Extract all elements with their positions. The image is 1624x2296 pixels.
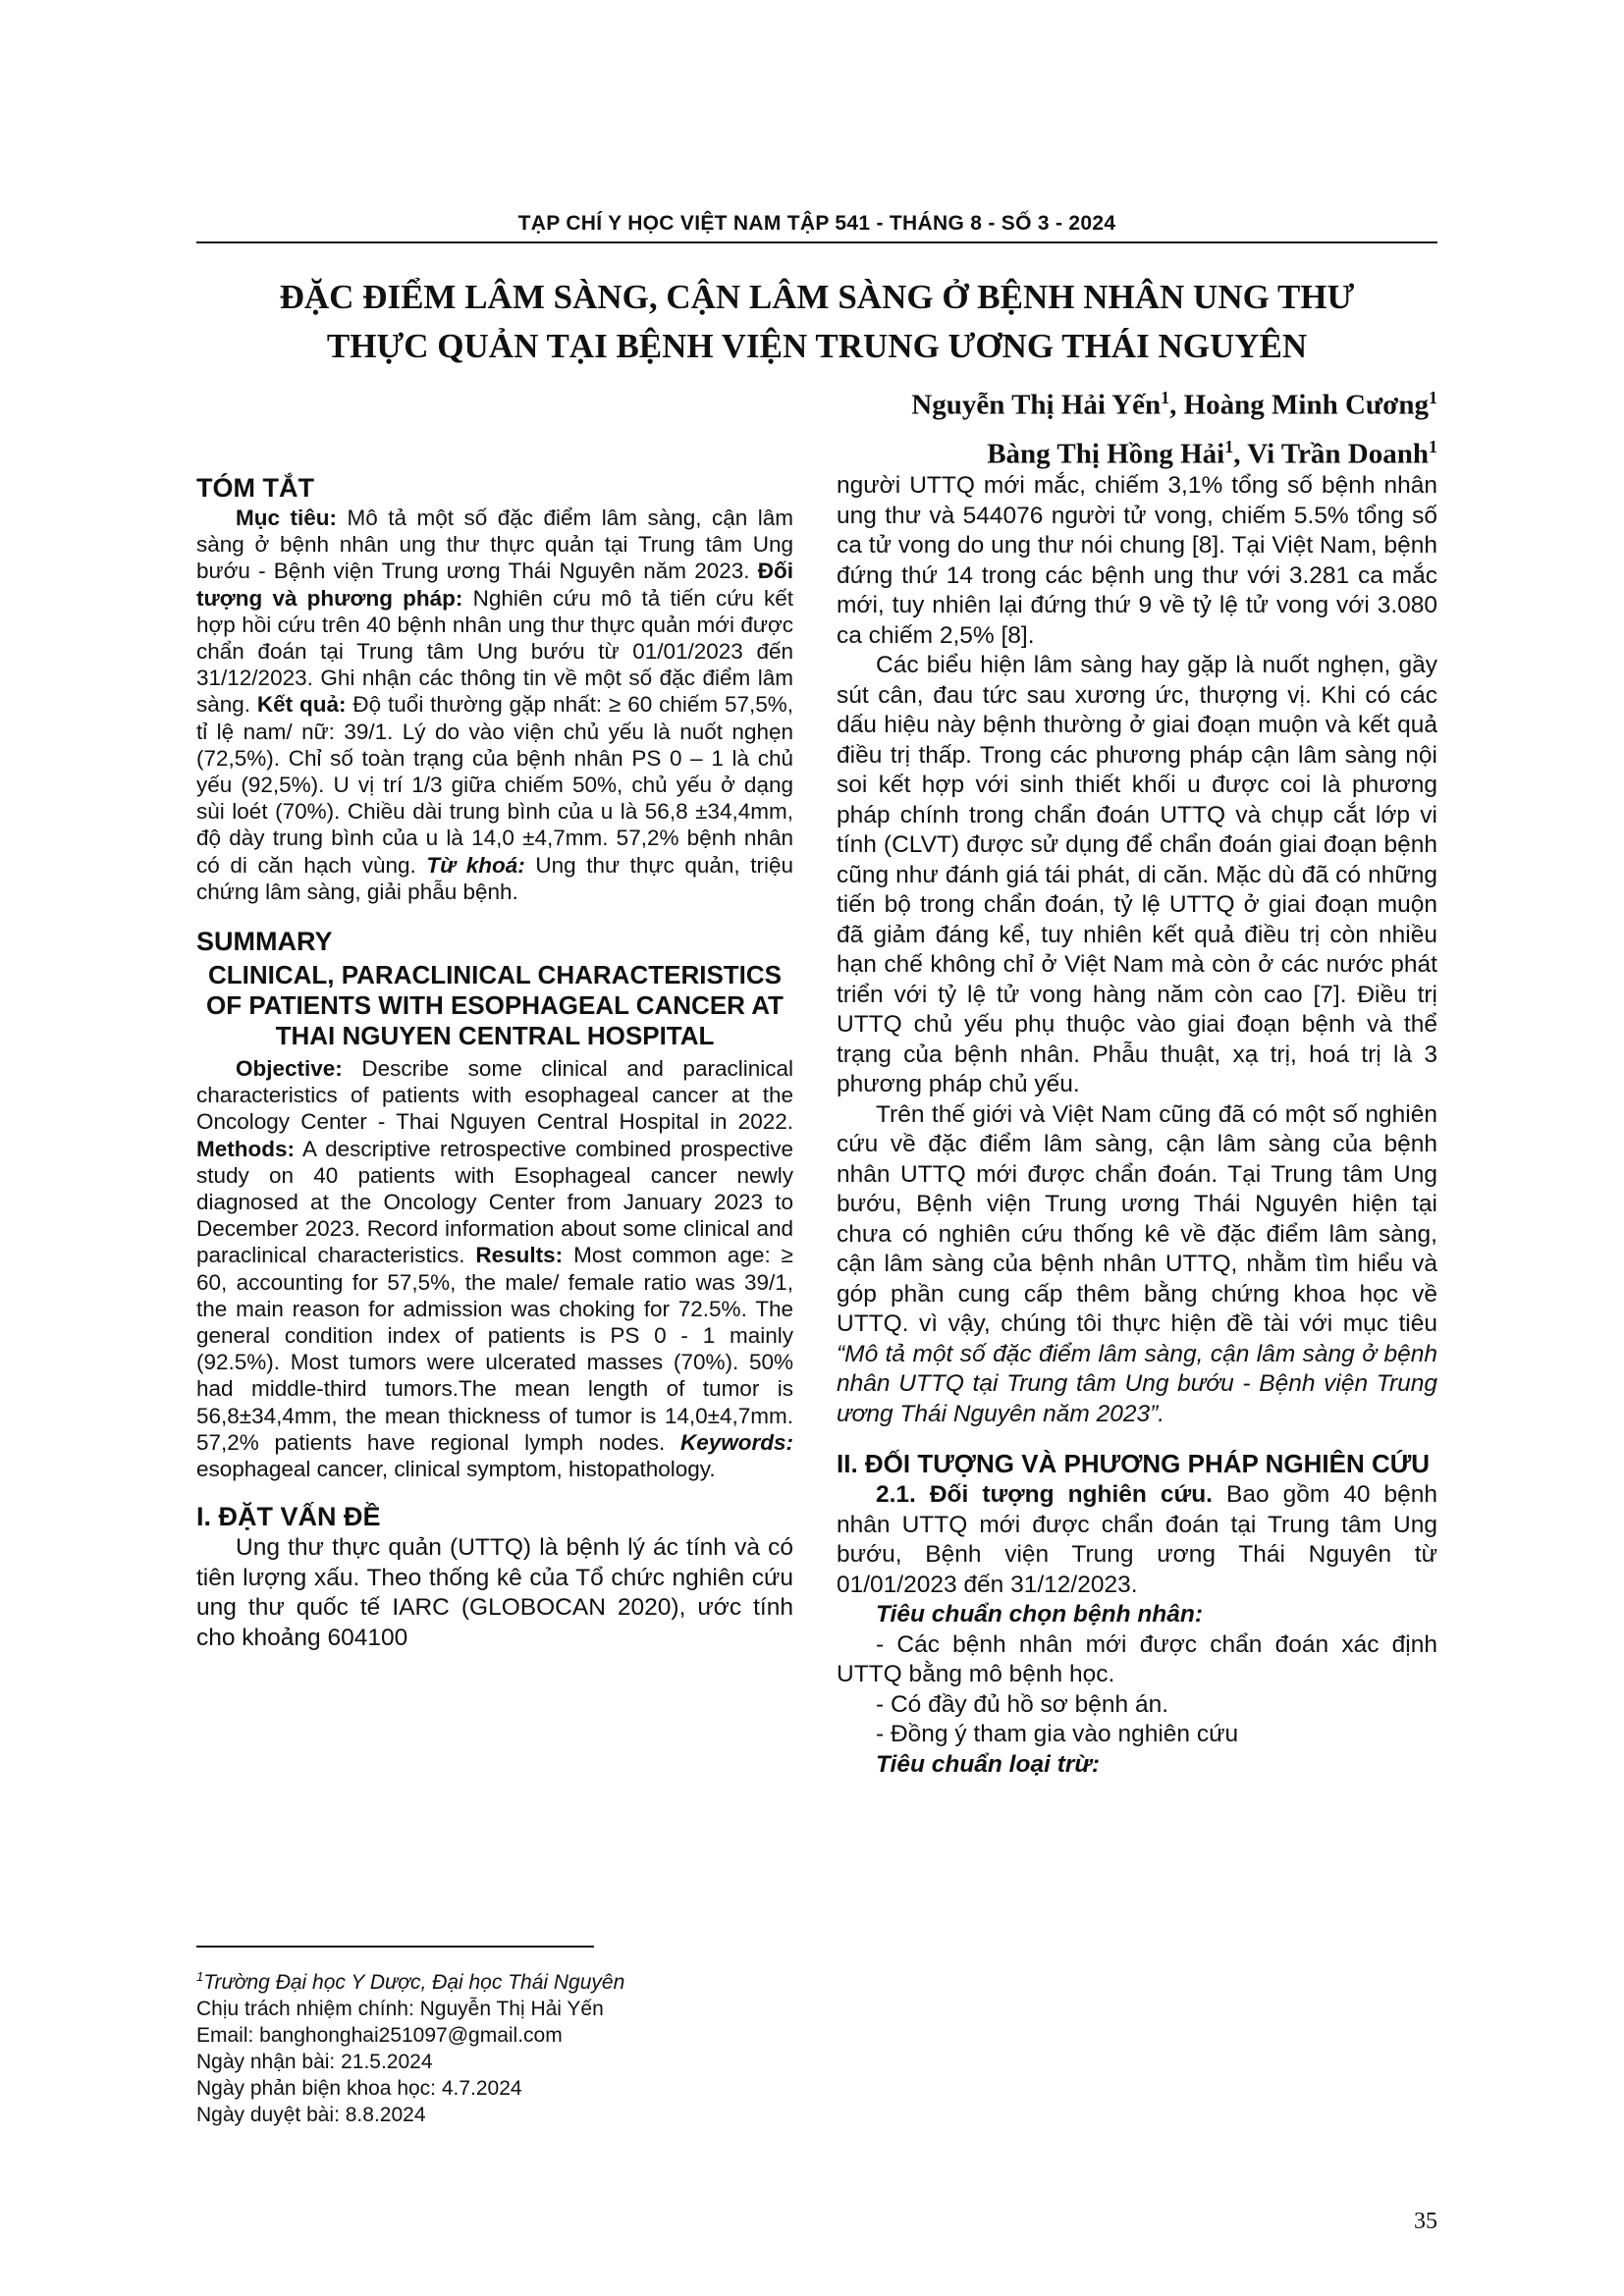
author-name: Vi Trần Doanh [1247,438,1429,470]
section-1-paragraph-continued: người UTTQ mới mắc, chiếm 3,1% tổng số bệnh nhân ung thư và 544076 người tử vong, chiếm 5.5% tổng số ca tử vong do ung thư nói chung [8]. Tại Việt Nam, bệnh đứng thứ 14 trong các bệnh ung thư với 3.281 ca mắc mới, tuy nhiên lại đứng thứ 9 về tỷ lệ tử vong với 3.080 ca chiếm 2,5% [8]. [837,472,1437,649]
tomtat-heading: TÓM TẮT [196,473,314,503]
author-separator: , [1233,438,1248,470]
summary-heading: SUMMARY [196,927,333,957]
header-rule [196,241,1437,243]
footnote-received-date: Ngày nhận bài: 21.5.2024 [196,2051,433,2073]
criteria-item: - Các bệnh nhân mới được chẩn đoán xác định UTTQ bằng mô bệnh học. [837,1630,1437,1687]
abstract-label: Từ khoá: [426,852,525,878]
author-affiliation-mark: 1 [1429,436,1437,456]
abstract-label: Methods: [196,1136,295,1161]
author-affiliation-mark: 1 [1224,436,1234,456]
left-column [196,471,793,1653]
subsection-heading: 2.1. Đối tượng nghiên cứu. [876,1481,1213,1508]
abstract-text: Most common age: ≥ 60, accounting for 57,5%, the male/ female ratio was 39/1, the main reason for admission was choking for 72.5%. The general condition index of patients is PS 0 - 1 mainly (92.5%). Most tumors were ulcerated masses (70%). 50% had middle-third tumors.The mean length of tumor is 56,8±34,4mm, the mean thickness of tumor is 14,0±4,7mm. 57,2% patients have regional lymph nodes. [196,1243,793,1455]
section-1-paragraph: Các biểu hiện lâm sàng hay gặp là nuốt nghẹn, gầy sút cân, đau tức sau xương ức, thượng vị. Khi có các dấu hiệu này bệnh thường ở giai đoạn muộn và kết quả điều trị thấp. Trong các phương pháp cận lâm sàng nội soi kết hợp với sinh thiết khối u được coi là phương pháp chính trong chẩn đoán UTTQ và chụp cắt lớp vi tính (CLVT) được sử dụng để chẩn đoán giai đoạn bệnh cũng như đánh giá tái phát, di căn. Mặc dù đã có những tiến bộ trong chẩn đoán, tỷ lệ UTTQ ở giai đoạn muộn đã giảm đáng kể, tuy nhiên kết quả điều trị còn nhiều hạn chế không chỉ ở Việt Nam mà còn ở các nước phát triển với tỷ lệ tử vong hàng năm còn cao [7]. Điều trị UTTQ chủ yếu phụ thuộc vào giai đoạn bệnh và thể trạng của bệnh nhân. Phẫu thuật, xạ trị, hoá trị là 3 phương pháp chủ yếu. [837,652,1437,1097]
author-line-2 [911,426,1437,475]
author-affiliation-mark: 1 [1429,388,1437,407]
author-line-1 [911,377,1437,426]
abstract-text: esophageal cancer, clinical symptom, histopathology. [196,1457,716,1482]
abstract-label: Objective: [236,1056,343,1082]
summary-abstract [196,1055,793,1482]
footnote-email: Email: banghonghai251097@gmail.com [196,2024,563,2047]
summary-title: CLINICAL, PARACLINICAL CHARACTERISTICS OF PATIENTS WITH ESOPHAGEAL CANCER AT THAI NGUYEN CENTRAL HOSPITAL [206,960,784,1051]
footnote-corresponding-author: Chịu trách nhiệm chính: Nguyễn Thị Hải Yến [196,1998,604,2020]
author-list [911,377,1437,474]
title-line-1: ĐẶC ĐIỂM LÂM SÀNG, CẬN LÂM SÀNG Ở BỆNH NHÂN UNG THƯ [279,278,1355,316]
section-1-paragraph: Ung thư thực quản (UTTQ) là bệnh lý ác tính và có tiên lượng xấu. Theo thống kê của Tổ chức nghiên cứu ung thư quốc tế IARC (GLOBOCAN 2020), ước tính cho khoảng 604100 [196,1534,793,1651]
abstract-text: Describe some clinical and paraclinical characteristics of patients with esophageal cancer at the Oncology Center - Thai Nguyen Central Hospital in 2022. [196,1056,793,1135]
footnote-accepted-date: Ngày duyệt bài: 8.8.2024 [196,2104,426,2126]
author-separator: , [1169,389,1184,421]
study-objective-quote: “Mô tả một số đặc điểm lâm sàng, cận lâm sàng ở bệnh nhân UTTQ tại Trung tâm Ung bướu - Bệnh viện Trung ương Thái Nguyên năm 2023”. [837,1340,1437,1427]
author-affiliation-mark: 1 [1161,388,1170,407]
footnotes [196,1963,805,2128]
affiliation-mark: 1 [196,1969,204,1984]
journal-header: TẠP CHÍ Y HỌC VIỆT NAM TẬP 541 - THÁNG 8 - SỐ 3 - 2024 [517,212,1116,235]
abstract-label: Results: [475,1243,564,1268]
paragraph-text: Bao gồm 40 bệnh nhân UTTQ mới được chẩn đoán tại Trung tâm Ung bướu, Bệnh viện Trung ương Thái Nguyên từ 01/01/2023 đến 31/12/2023. [837,1481,1437,1598]
abstract-text: Mô tả một số đặc điểm lâm sàng, cận lâm sàng ở bệnh nhân ung thư thực quản tại Trung tâm Ung bướu - Bệnh viện Trung ương Thái Nguyên năm 2023. [196,506,793,584]
affiliation-text: Trường Đại học Y Dược, Đại học Thái Nguyên [203,1971,625,1994]
author-name: Bàng Thị Hồng Hải [987,438,1225,470]
criteria-item: - Có đầy đủ hồ sơ bệnh án. [876,1690,1169,1718]
section-2-heading: II. ĐỐI TƯỢNG VÀ PHƯƠNG PHÁP NGHIÊN CỨU [837,1449,1431,1478]
article-title [196,273,1437,371]
footnote-affiliation [196,1963,805,1996]
author-name: Nguyễn Thị Hải Yến [911,389,1162,421]
abstract-label: Mục tiêu: [236,506,337,530]
abstract-text: Độ tuổi thường gặp nhất: ≥ 60 chiếm 57,5%, tỉ lệ nam/ nữ: 39/1. Lý do vào viện chủ yếu là nuốt nghẹn (72,5%). Chỉ số toàn trạng của bệnh nhân PS 0 – 1 là chủ yếu (92,5%). U vị trí 1/3 giữa chiếm 50%, chủ yếu ở dạng sùi loét (70%). Chiều dài trung bình của u là 56,8 ±34,4mm, độ dày trung bình của u là 14,0 ±4,7mm. 57,2% bệnh nhân có di căn hạch vùng. [196,692,794,878]
footnote-review-date: Ngày phản biện khoa học: 4.7.2024 [196,2077,522,2100]
abstract-label: Kết quả: [256,692,347,718]
section-1-paragraph [837,1100,1437,1430]
criteria-item: - Đồng ý tham gia vào nghiên cứu [876,1721,1239,1747]
abstract-label: Keywords: [679,1429,793,1455]
abstract-text: A descriptive retrospective combined prospective study on 40 patients with Esophageal cancer newly diagnosed at the Oncology Center from January 2023 to December 2023. Record information about some clinical and paraclinical characteristics. [196,1136,793,1268]
paragraph-text: Trên thế giới và Việt Nam cũng đã có một số nghiên cứu về đặc điểm lâm sàng, cận lâm sàng của bệnh nhân UTTQ mới được chẩn đoán. Tại Trung tâm Ung bướu, Bệnh viện Trung ương Thái Nguyên hiện tại chưa có nghiên cứu thống kê về đặc điểm lâm sàng, cận lâm sàng của bệnh nhân UTTQ, nhằm tìm hiểu và góp phần cung cấp thêm bằng chứng khoa học về UTTQ. vì vậy, chúng tôi thực hiện đề tài với mục tiêu [837,1100,1437,1337]
abstract-text: Nghiên cứu mô tả tiến cứu kết hợp hồi cứu trên 40 bệnh nhân ung thư thực quản mới được chẩn đoán tại Trung tâm Ung bướu từ 01/01/2023 đến 31/12/2023. Ghi nhận các thông tin về một số đặc điểm lâm sàng. [196,585,793,718]
inclusion-criteria-heading: Tiêu chuẩn chọn bệnh nhân: [876,1601,1204,1628]
exclusion-criteria-heading: Tiêu chuẩn loại trừ: [876,1750,1101,1778]
author-name: Hoàng Minh Cương [1183,389,1429,421]
right-column [837,471,1437,1780]
title-line-2: THỰC QUẢN TẠI BỆNH VIỆN TRUNG ƯƠNG THÁI NGUYÊN [326,327,1308,365]
footnote-rule [196,1946,594,1948]
tomtat-abstract [196,505,793,905]
page-number: 35 [1414,2209,1437,2234]
abstract-text: Ung thư thực quản, triệu chứng lâm sàng, giải phẫu bệnh. [196,852,794,904]
section-1-heading: I. ĐẶT VẤN ĐỀ [196,1502,381,1532]
abstract-label: Đối tượng và phương pháp: [196,559,793,611]
section-2-1-paragraph [837,1480,1437,1600]
